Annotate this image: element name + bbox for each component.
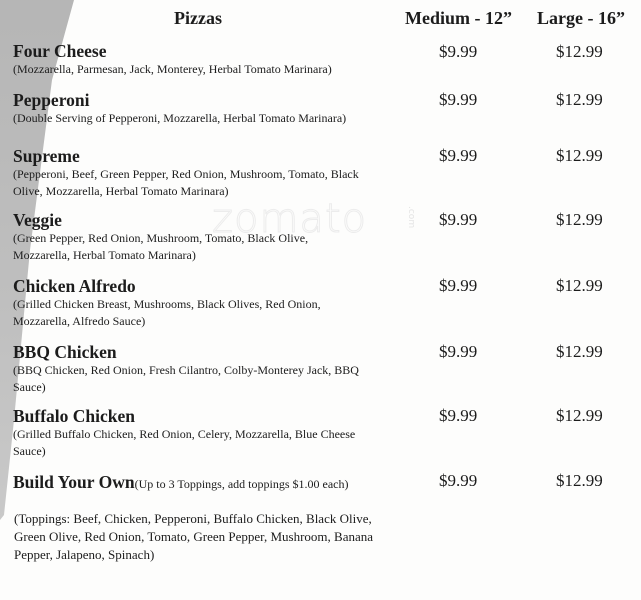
item-description: (BBQ Chicken, Red Onion, Fresh Cilantro, Colby-Monterey Jack, BBQ Sauce) [13,363,359,394]
medium-price: $9.99 [439,276,478,295]
item-description: (Grilled Chicken Breast, Mushrooms, Black Olives, Red Onion, Mozzarella, Alfredo Sauce) [13,297,321,328]
large-price: $12.99 [556,42,603,61]
large-price: $12.99 [556,406,603,425]
item-note: (Up to 3 Toppings, add toppings $1.00 each) [134,477,349,491]
medium-price: $9.99 [439,342,478,361]
medium-price: $9.99 [439,90,478,109]
menu-item-chicken-alfredo [13,276,633,330]
large-price: $12.99 [556,276,603,295]
large-price: $12.99 [556,342,603,361]
menu-item-build-your-own [13,472,633,494]
item-name: Supreme [13,146,80,166]
menu-item-pepperoni [13,90,633,127]
menu-header [0,8,641,30]
large-price: $12.99 [556,471,603,490]
medium-price: $9.99 [439,471,478,490]
menu-item-bbq-chicken [13,342,633,396]
item-name: Build Your Own [13,472,135,492]
item-name: Pepperoni [13,90,90,110]
medium-price: $9.99 [439,42,478,61]
item-name: Four Cheese [13,41,107,61]
medium-price: $9.99 [439,210,478,229]
menu-item-four-cheese [13,41,633,78]
large-column-header: Large - 16” [537,8,625,28]
toppings-list: (Toppings: Beef, Chicken, Pepperoni, Buffalo Chicken, Black Olive, Green Olive, Red Onion, Tomato, Green Pepper, Mushroom, Banana Pepper, Jalapeno, Spinach) [14,511,373,562]
zomato-watermark: zomato [212,196,368,242]
item-name: Chicken Alfredo [13,276,136,296]
zomato-watermark-suffix: .com [406,206,416,229]
large-price: $12.99 [556,90,603,109]
item-description: (Grilled Buffalo Chicken, Red Onion, Celery, Mozzarella, Blue Cheese Sauce) [13,427,356,458]
medium-price: $9.99 [439,146,478,165]
medium-column-header: Medium - 12” [405,8,512,28]
menu-item-veggie [13,210,633,264]
menu-item-buffalo-chicken [13,406,633,460]
large-price: $12.99 [556,146,603,165]
item-description: (Pepperoni, Beef, Green Pepper, Red Onion, Mushroom, Tomato, Black Olive, Mozzarella, Herbal Tomato Marinara) [13,167,359,198]
medium-price: $9.99 [439,406,478,425]
item-name-row [13,472,633,494]
item-description: (Double Serving of Pepperoni, Mozzarella, Herbal Tomato Marinara) [13,111,347,125]
item-name: Veggie [13,210,62,230]
section-title: Pizzas [174,8,222,28]
item-description: (Mozzarella, Parmesan, Jack, Monterey, Herbal Tomato Marinara) [13,62,332,76]
item-name: BBQ Chicken [13,342,117,362]
item-name: Buffalo Chicken [13,406,136,426]
large-price: $12.99 [556,210,603,229]
item-description: (Green Pepper, Red Onion, Mushroom, Tomato, Black Olive, Mozzarella, Herbal Tomato Marinara) [13,231,309,262]
menu-item-supreme [13,146,633,200]
